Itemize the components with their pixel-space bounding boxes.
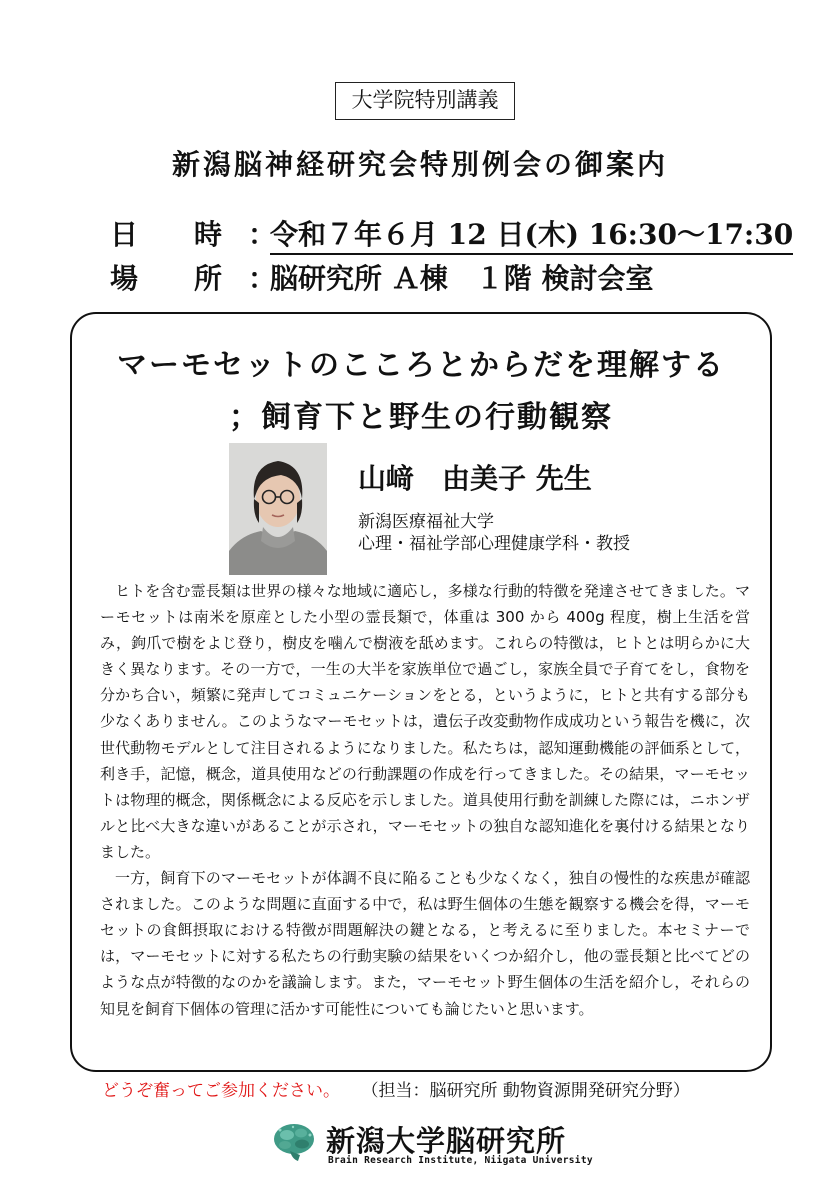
- place-label: 場 所: [110, 262, 223, 295]
- speaker-affiliation: [358, 511, 630, 555]
- institute-logo: [272, 1119, 592, 1169]
- place-value: 脳研究所 Ａ棟 １階 検討会室: [270, 262, 654, 295]
- page-title: 新潟脳神経研究会特別例会の御案内: [171, 148, 668, 181]
- contact-text: （担当：脳研究所 動物資源開発研究分野）: [370, 1081, 690, 1101]
- place-row: [110, 257, 654, 297]
- speaker-name: 山﨑 由美子 先生: [358, 462, 592, 495]
- speaker-photo: [229, 443, 327, 575]
- date-value: 令和７年６月 12 日(木) 16:30〜17:30: [270, 218, 793, 255]
- lecture-title-line1: マーモセットのこころとからだを理解する: [117, 348, 725, 383]
- affiliation-department: 心理・福祉学部心理健康学科・教授: [358, 534, 630, 554]
- lecture-title: [70, 340, 772, 444]
- brain-logo-icon: [272, 1121, 318, 1163]
- place-colon: ：: [248, 262, 277, 295]
- date-colon: ：: [248, 218, 277, 251]
- logo-name-en: Brain Research Institute, Niigata University: [328, 1155, 593, 1166]
- invitation-text: どうぞ奮ってご参加ください。: [102, 1081, 340, 1101]
- footer: [102, 1076, 782, 1101]
- date-label: 日 時: [110, 218, 223, 251]
- abstract: [100, 578, 750, 1022]
- abstract-paragraph-2: 一方，飼育下のマーモセットが体調不良に陥ることも少なくなく，独自の慢性的な疾患が確認されました。このような問題に直面する中で，私は野生個体の生態を観察する機会を得，マーモセットの食餌摂取における特徴が問題解決の鍵となる，と考えるに至りました。本セミナーでは，マーモセットに対する私たちの行動実験の結果をいくつか紹介し，他の霊長類と比べてどのような点が特徴的なのかを議論します。また，マーモセット野生個体の生活を紹介し，それらの知見を飼育下個体の管理に活かす可能性についても論じたいと思います。: [100, 869, 750, 1018]
- affiliation-university: 新潟医療福祉大学: [358, 512, 494, 532]
- abstract-paragraph-1: ヒトを含む霊長類は世界の様々な地域に適応し，多様な行動的特徴を発達させてきました。マーモセットは南米を原産とした小型の霊長類で，体重は 300 から 400g 程度，樹上生活を営み，鉤爪で樹をよじ登り，樹皮を噛んで樹液を舐めます。これらの特徴は，ヒトとは明らかに大きく異なります。その一方で，一生の大半を家族単位で過ごし，家族全員で子育てをし，食物を分かち合い，頻繁に発声してコミュニケーションをとる，というように，ヒトと共有する部分も少なくありません。このようなマーモセットは，遺伝子改変動物作成成功という報告を機に，次世代動物モデルとして注目されるようになりました。私たちは，認知運動機能の評価系として，利き手，記憶，概念，道具使用などの行動課題の作成を行ってきました。その結果，マーモセットは物理的概念，関係概念による反応を示しました。道具使用行動を訓練した際には，ニホンザルと比べ大きな違いがあることが示され，マーモセットの独自な認知進化を裏付ける結果となりました。: [100, 582, 750, 861]
- lecture-category-tag: 大学院特別講義: [335, 82, 515, 120]
- lecture-title-line2: ；飼育下と野生の行動観察: [229, 400, 613, 435]
- logo-name-ja: 新潟大学脳研究所: [326, 1124, 567, 1158]
- date-row: [110, 213, 793, 253]
